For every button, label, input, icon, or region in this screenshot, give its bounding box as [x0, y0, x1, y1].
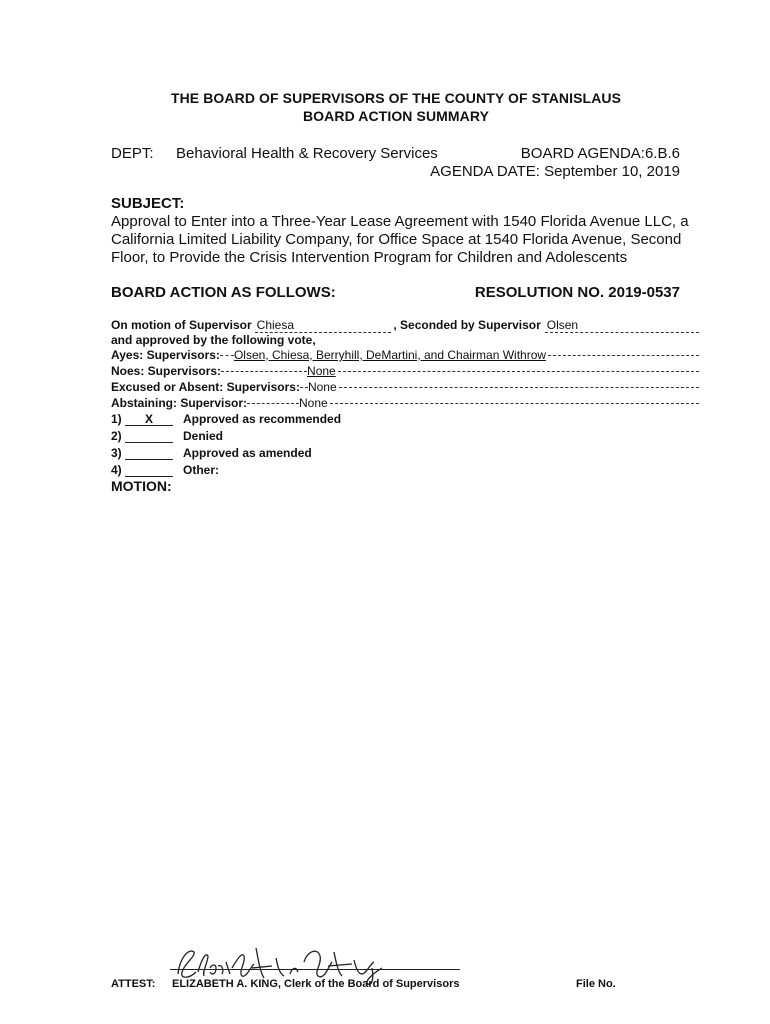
board-action-heading: BOARD ACTION AS FOLLOWS: [111, 284, 336, 301]
option-mark [125, 429, 128, 443]
approved-line: and approved by the following vote, [111, 333, 316, 347]
option-mark [125, 446, 128, 460]
abstaining-label: Abstaining: Supervisor: [111, 396, 248, 410]
option-item [111, 446, 411, 460]
noes-line [111, 364, 699, 378]
subject-line: Approval to Enter into a Three-Year Lease Agreement with 1540 Florida Avenue LLC, a [111, 213, 689, 230]
signature-line [170, 969, 460, 970]
ayes-value: Olsen, Chiesa, Berryhill, DeMartini, and Chairman Withrow [233, 348, 547, 362]
attest-label: ATTEST: [111, 978, 156, 990]
subject-line: Floor, to Provide the Crisis Intervention Program for Children and Adolescents [111, 249, 628, 266]
option-number: 1) [111, 412, 122, 426]
noes-label: Noes: Supervisors: [111, 364, 222, 378]
page-subtitle: BOARD ACTION SUMMARY [302, 108, 490, 124]
file-number-label: File No. [576, 978, 616, 990]
motion-line [111, 318, 699, 333]
page-title: THE BOARD OF SUPERVISORS OF THE COUNTY OF STANISLAUS [170, 90, 622, 106]
option-mark [125, 463, 128, 477]
excused-value: None [307, 380, 337, 394]
motion-heading: MOTION: [111, 478, 172, 494]
on-motion-label: On motion of Supervisor [111, 318, 252, 332]
on-motion-value: Chiesa [256, 318, 295, 332]
option-mark: X [145, 412, 154, 426]
subject-line: California Limited Liability Company, for Office Space at 1540 Florida Avenue, Second [111, 231, 682, 248]
ayes-label: Ayes: Supervisors: [111, 348, 220, 362]
option-number: 4) [111, 463, 122, 477]
abstaining-value: None [299, 396, 328, 410]
agenda-date: AGENDA DATE: September 10, 2019 [430, 163, 680, 180]
excused-line [111, 380, 699, 394]
option-number: 2) [111, 429, 122, 443]
option-label: Approved as amended [183, 446, 312, 460]
ayes-line [111, 348, 699, 362]
option-number: 3) [111, 446, 122, 460]
seconded-value: Olsen [546, 318, 579, 332]
dept-value: Behavioral Health & Recovery Services [176, 145, 438, 162]
option-item [111, 429, 411, 443]
resolution-number: RESOLUTION NO. 2019-0537 [474, 284, 680, 301]
seconded-label: , Seconded by Supervisor [393, 318, 541, 332]
option-item [111, 463, 411, 477]
excused-label: Excused or Absent: Supervisors: [111, 380, 300, 394]
option-label: Approved as recommended [183, 412, 342, 426]
abstaining-line [111, 396, 699, 410]
option-label: Denied [183, 429, 224, 443]
option-item [111, 412, 411, 426]
noes-value: None [307, 364, 336, 378]
clerk-name: ELIZABETH A. KING, Clerk of the Board of Supervisors [172, 978, 460, 990]
board-agenda: BOARD AGENDA:6.B.6 [520, 145, 680, 162]
option-label: Other: [183, 463, 219, 477]
subject-label: SUBJECT: [111, 195, 185, 212]
dept-label: DEPT: [111, 145, 154, 162]
